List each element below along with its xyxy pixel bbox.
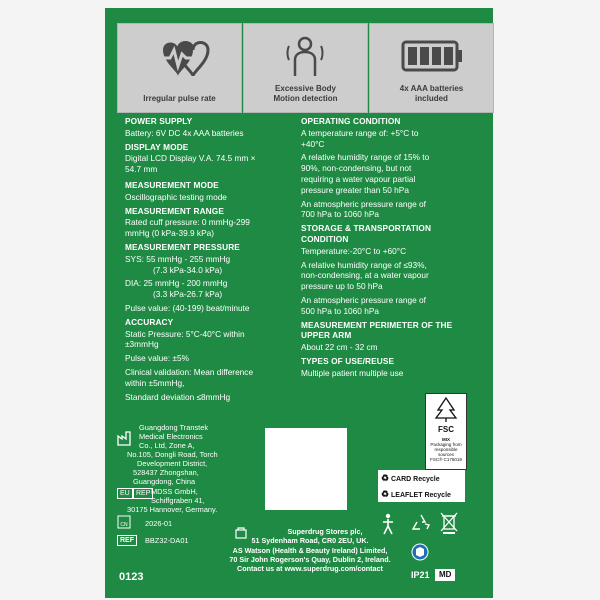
- fsc-text: FSC: [438, 425, 454, 434]
- md-badge: MD: [435, 569, 455, 581]
- storage-heading-line: CONDITION: [301, 233, 349, 244]
- specs-right-column: [301, 115, 481, 382]
- dia-line: DIA: 25 mmHg - 200 mmHg: [125, 278, 228, 289]
- op-line: 700 hPa to 1060 hPa: [301, 209, 379, 220]
- card-recycle-label: [378, 470, 465, 486]
- tile-caption: Excessive Body Motion detection: [273, 84, 338, 103]
- op-line: An atmospheric pressure range of: [301, 198, 426, 209]
- storage-pressure: [301, 295, 481, 317]
- specs-left-column: [125, 115, 303, 405]
- dia-line: (3.3 kPa-26.7 kPa): [153, 289, 223, 300]
- instructions-icon: [411, 543, 429, 561]
- storage-heading: [301, 223, 481, 245]
- ref-value: BBZ32-DA01: [145, 536, 189, 545]
- storage-humidity: [301, 260, 481, 292]
- op-line: requiring a water vapour partial: [301, 173, 416, 184]
- op-line: +40°C: [301, 138, 325, 149]
- st-line: non-condensing, at a water vapour: [301, 270, 429, 281]
- blank-label-area: [265, 428, 347, 510]
- fsc-mix: MIX: [441, 437, 450, 442]
- accuracy-line: Clinical validation: Mean difference: [125, 366, 254, 377]
- range-line: mmHg (0 kPa-39.9 kPa): [125, 228, 214, 239]
- perimeter-heading: [301, 320, 481, 342]
- ec-line: Schiffgraben 41,: [151, 496, 205, 505]
- distributor-line: 51 Sydenham Road, CR0 2EU, UK.: [251, 536, 369, 546]
- fsc-tree-icon: [426, 394, 466, 424]
- display-line: Digital LCD Display V.A. 74.5 mm ×: [125, 153, 256, 164]
- sys-line: (7.3 kPa-34.0 kPa): [153, 264, 223, 275]
- mfr-line: Development District,: [137, 459, 208, 468]
- op-line: A temperature range of: +5°C to: [301, 127, 419, 138]
- dia-text: [125, 278, 303, 300]
- measurement-range-text: [125, 217, 303, 239]
- operating-pressure: [301, 199, 481, 221]
- mfr-line: Guangdong Transtek: [139, 423, 209, 432]
- power-supply-heading: POWER SUPPLY: [125, 116, 193, 126]
- recycle-text: LEAFLET Recycle: [391, 492, 451, 499]
- sys-text: [125, 254, 303, 276]
- manufacture-date-icon: [117, 515, 131, 529]
- tile-caption: Irregular pulse rate: [143, 94, 216, 103]
- types-of-use-heading: TYPES OF USE/REUSE: [301, 355, 395, 366]
- range-line: Rated cuff pressure: 0 mmHg-299: [125, 217, 250, 228]
- op-line: pressure greater than 50 hPa: [301, 184, 409, 195]
- feature-tile-irregular-pulse: [117, 23, 242, 113]
- fsc-label: [425, 393, 467, 470]
- mfr-line: Guangdong, China: [133, 477, 196, 486]
- tile-caption: 4x AAA batteries included: [399, 84, 464, 103]
- perimeter-heading-line: UPPER ARM: [301, 330, 352, 341]
- accuracy-line: Static Pressure: 5°C-40°C within: [125, 328, 245, 339]
- operating-humidity: [301, 152, 481, 195]
- distributor-line: Contact us at www.superdrug.com/contact: [237, 564, 383, 574]
- recycle-text: CARD Recycle: [391, 476, 440, 483]
- display-mode-text: [125, 153, 303, 175]
- fsc-code: FSC® C176019: [430, 457, 462, 462]
- accuracy-deviation: Standard deviation ≤8mmHg: [125, 391, 231, 402]
- storage-heading-line: STORAGE & TRANSPORTATION: [301, 223, 432, 234]
- measurement-mode-heading: MEASUREMENT MODE: [125, 179, 219, 190]
- op-line: 90%, non-condensing, but not: [301, 163, 412, 174]
- battery-icon: [370, 32, 493, 84]
- ce-number: 0123: [119, 571, 144, 583]
- recycle-icon: ♻: [380, 473, 390, 483]
- distributor-line: AS Watson (Health & Beauty Ireland) Limited,: [232, 545, 388, 555]
- mfr-line: 528437 Zhongshan,: [133, 468, 199, 477]
- recycling-symbol-icon: [411, 513, 431, 533]
- manufacturer-address: [127, 423, 257, 486]
- accuracy-clinical: [125, 367, 303, 389]
- st-line: An atmospheric pressure range of: [301, 294, 426, 305]
- recycle-icon: ♻: [380, 489, 390, 499]
- fsc-desc: Packaging from responsible sources: [430, 442, 462, 457]
- accuracy-pulse: Pulse value: ±5%: [125, 353, 190, 364]
- power-supply-text: Battery: 6V DC 4x AAA batteries: [125, 127, 244, 138]
- ref-label: REF: [117, 535, 137, 546]
- operating-temp: [301, 128, 481, 150]
- rep-badge: REP: [133, 488, 153, 499]
- ec-line: 30175 Hannover, Germany.: [127, 505, 218, 514]
- ec-line: MDSS GmbH,: [151, 487, 198, 496]
- sys-line: SYS: 55 mmHg - 255 mmHg: [125, 253, 231, 264]
- types-of-use-text: Multiple patient multiple use: [301, 367, 404, 378]
- operating-condition-heading: OPERATING CONDITION: [301, 116, 401, 126]
- mfr-line: Co., Ltd, Zone A,: [139, 441, 195, 450]
- manufacture-date: 2026-01: [145, 519, 173, 528]
- display-line: 54.7 mm: [125, 164, 158, 175]
- svg-text:CN: CN: [120, 522, 128, 528]
- heart-pulse-icon: [118, 32, 241, 84]
- measurement-pressure-heading: MEASUREMENT PRESSURE: [125, 241, 240, 252]
- storage-temp: Temperature:-20°C to +60°C: [301, 245, 407, 256]
- pulse-text: Pulse value: (40-199) beat/minute: [125, 302, 250, 313]
- mfr-line: Medical Electronics: [139, 432, 203, 441]
- perimeter-text: About 22 cm - 32 cm: [301, 342, 378, 353]
- st-line: 500 hPa to 1060 hPa: [301, 305, 379, 316]
- op-line: A relative humidity range of 15% to: [301, 152, 430, 163]
- st-line: A relative humidity range of ≤93%,: [301, 259, 427, 270]
- accuracy-line: within ±5mmHg,: [125, 377, 185, 388]
- ec-rep-address: [127, 487, 267, 514]
- accuracy-line: ±3mmHg: [125, 339, 159, 350]
- eu-badge: EU: [117, 488, 133, 499]
- feature-tile-batteries: [369, 23, 494, 113]
- weee-bin-icon: [439, 511, 459, 535]
- body-motion-icon: [244, 32, 367, 84]
- st-line: pressure up to 50 hPa: [301, 281, 383, 292]
- type-bf-applied-part-icon: [381, 513, 395, 535]
- product-back-panel: [105, 8, 493, 598]
- leaflet-recycle-label: [378, 486, 465, 502]
- distributor-line: Superdrug Stores plc,: [287, 527, 363, 536]
- mfr-line: No.105, Dongli Road, Torch: [127, 450, 218, 459]
- distributor-line: 70 Sir John Rogerson's Quay, Dublin 2, Ireland.: [229, 554, 391, 564]
- feature-tile-body-motion: [243, 23, 368, 113]
- measurement-range-heading: MEASUREMENT RANGE: [125, 205, 224, 216]
- display-mode-heading: DISPLAY MODE: [125, 141, 189, 152]
- measurement-mode-text: Oscillographic testing mode: [125, 191, 227, 202]
- perimeter-heading-line: MEASUREMENT PERIMETER OF THE: [301, 319, 453, 330]
- accuracy-static: [125, 329, 303, 351]
- ip-rating: IP21: [411, 570, 430, 580]
- accuracy-heading: ACCURACY: [125, 316, 174, 327]
